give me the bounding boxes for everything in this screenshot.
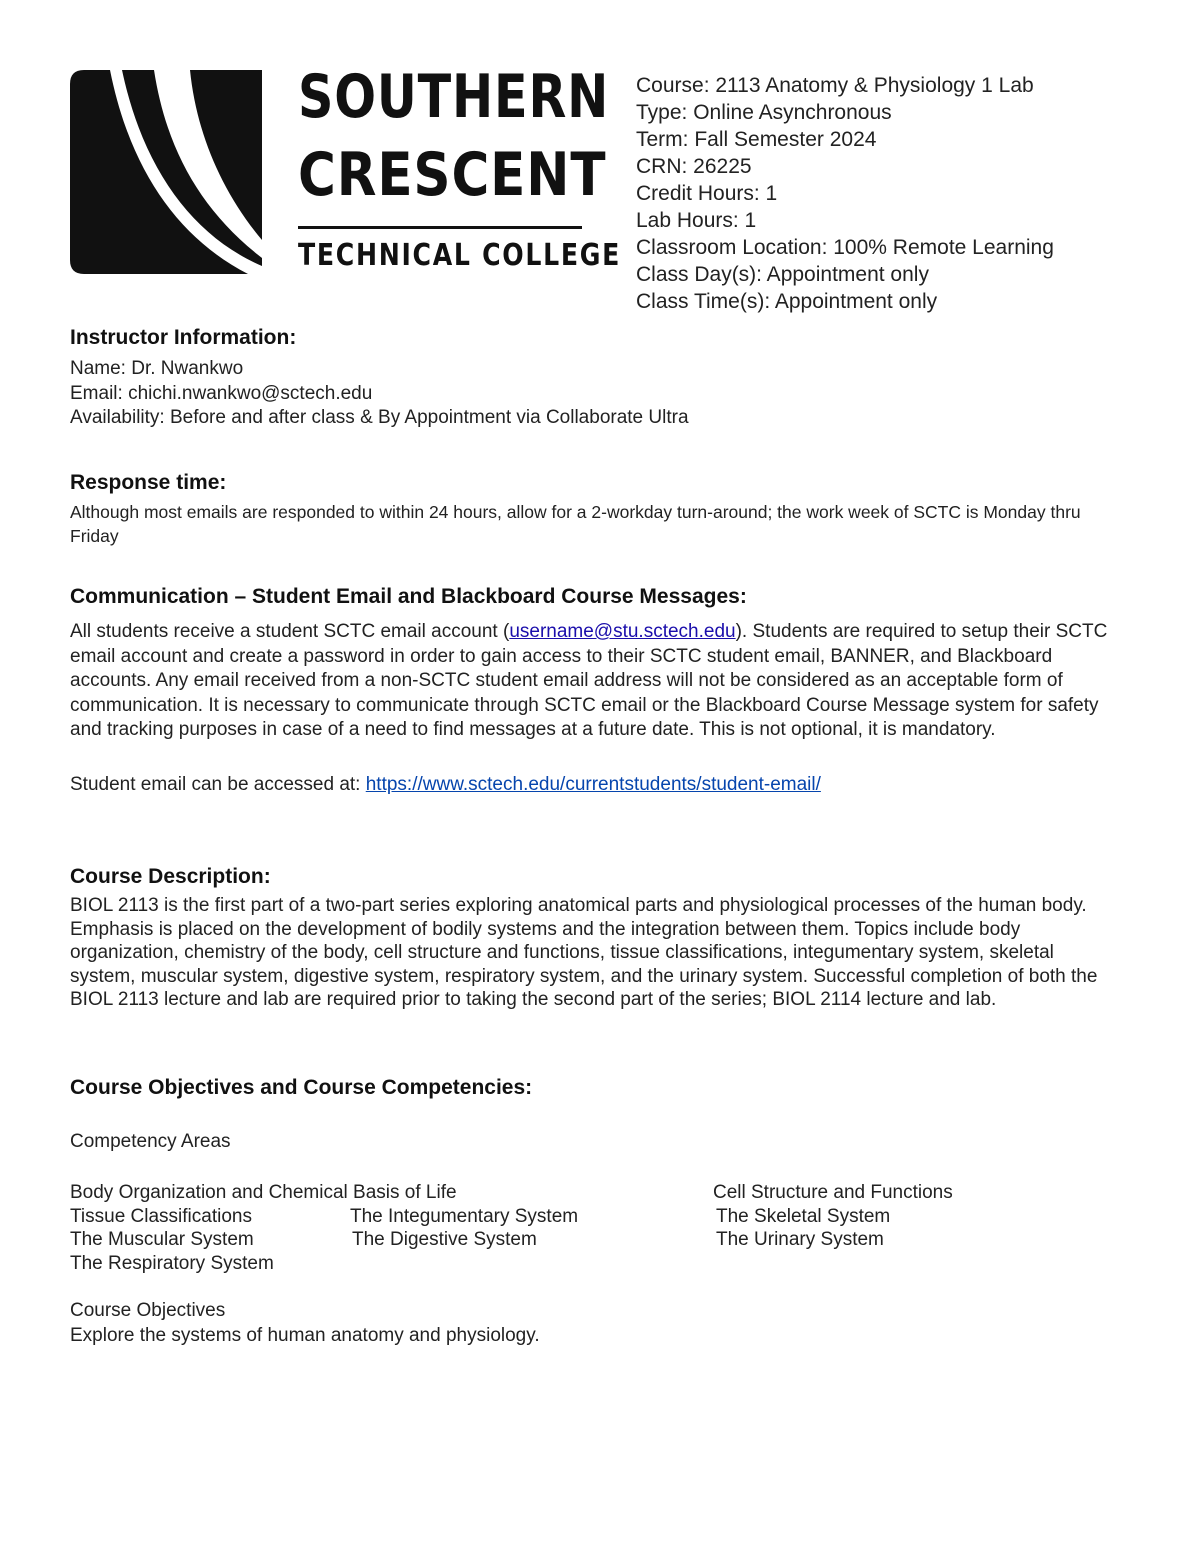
instructor-availability: Availability: Before and after class & By Appointment via Collaborate Ultra	[70, 407, 689, 428]
objectives-heading: Course Objectives and Course Competencies:	[70, 1076, 533, 1099]
email-access-line	[70, 773, 1115, 798]
competency-respiratory: The Respiratory System	[70, 1253, 274, 1274]
description-section	[70, 864, 1110, 1012]
instructor-heading: Instructor Information:	[70, 326, 297, 349]
communication-text-end: ). Students are required to setup their SCTC email account and create a password in order to gain access to their SCTC student email, BANNER, and Blackboard accounts. Any email received from a non-SCTC student email address will not be considered as an acceptable form of communication. It is necessary to communicate through SCTC email or the Blackboard Course Message system for safety and tracking purposes in case of a need to find messages at a future date. This is not optional, it is mandatory.	[70, 621, 1108, 740]
student-email-url-link[interactable]: https://www.sctech.edu/currentstudents/student-email/	[365, 773, 821, 795]
course-crn: CRN: 26225	[636, 155, 752, 178]
logo-divider	[298, 226, 582, 229]
course-term: Term: Fall Semester 2024	[636, 128, 877, 151]
competency-digestive: The Digestive System	[352, 1229, 537, 1250]
communication-section	[70, 584, 1115, 797]
course-name: Course: 2113 Anatomy & Physiology 1 Lab	[636, 74, 1034, 97]
communication-heading: Communication – Student Email and Blackboard Course Messages:	[70, 585, 747, 608]
credit-hours: Credit Hours: 1	[636, 182, 778, 205]
email-access-label: Student email can be accessed at:	[70, 773, 366, 795]
class-times: Class Time(s): Appointment only	[636, 290, 938, 313]
objectives-section	[70, 1075, 1130, 1101]
student-email-link[interactable]: username@stu.sctech.edu	[509, 621, 736, 642]
competency-integumentary: The Integumentary System	[350, 1206, 579, 1227]
instructor-name: Name: Dr. Nwankwo	[70, 358, 244, 379]
logo-word-southern: SOUTHERN	[298, 62, 610, 132]
classroom-location: Classroom Location: 100% Remote Learning	[636, 236, 1054, 259]
college-logo	[70, 62, 621, 275]
competency-skeletal: The Skeletal System	[716, 1206, 891, 1227]
response-text: Although most emails are responded to within 24 hours, allow for a 2-workday turn-around; the work week of SCTC is Monday thru Friday	[70, 502, 1081, 546]
response-heading: Response time:	[70, 471, 227, 494]
instructor-section	[70, 325, 1130, 431]
competency-areas-label: Competency Areas	[70, 1131, 231, 1152]
course-info-block	[636, 72, 1176, 315]
course-objectives-label: Course Objectives	[70, 1300, 226, 1321]
course-type: Type: Online Asynchronous	[636, 101, 892, 124]
logo-word-crescent: CRESCENT	[298, 140, 607, 210]
competency-tissue: Tissue Classifications	[70, 1206, 252, 1227]
competency-muscular: The Muscular System	[70, 1229, 254, 1250]
class-days: Class Day(s): Appointment only	[636, 263, 929, 286]
description-heading: Course Description:	[70, 865, 271, 888]
lab-hours: Lab Hours: 1	[636, 209, 757, 232]
competency-body-organization: Body Organization and Chemical Basis of Life	[70, 1182, 457, 1203]
communication-text	[70, 620, 1115, 743]
course-objective-text: Explore the systems of human anatomy and physiology.	[70, 1325, 540, 1346]
competency-urinary: The Urinary System	[716, 1229, 884, 1250]
logo-word-technical-college: TECHNICAL COLLEGE	[298, 238, 621, 273]
description-text: BIOL 2113 is the first part of a two-part series exploring anatomical parts and physiological processes of the human body. Emphasis is placed on the development of bodily systems and the integration between them. Topics include body organization, chemistry of the body, cell structure and functions, tissue classifications, integumentary system, skeletal system, muscular system, digestive system, respiratory system, and the urinary system. Successful completion of both the BIOL 2113 lecture and lab are required prior to taking the second part of the series; BIOL 2114 lecture and lab.	[70, 895, 1098, 1010]
crescent-logo-mark	[70, 70, 262, 274]
instructor-email: Email: chichi.nwankwo@sctech.edu	[70, 382, 373, 404]
response-section	[70, 470, 1130, 548]
competency-cell-structure: Cell Structure and Functions	[713, 1182, 953, 1203]
communication-text-start: All students receive a student SCTC email account (	[70, 621, 510, 642]
